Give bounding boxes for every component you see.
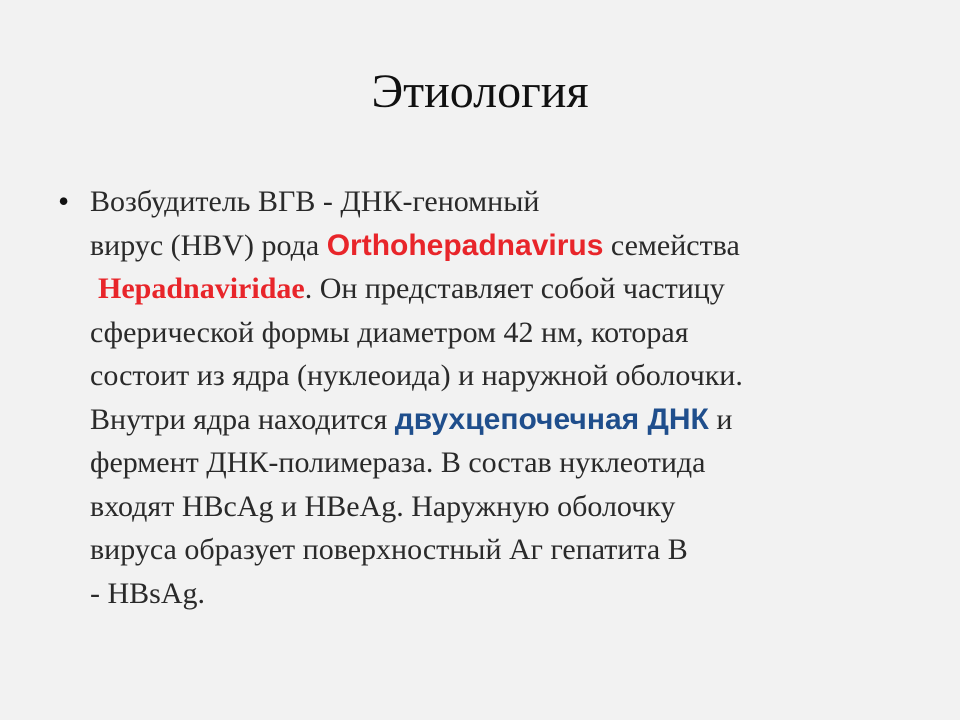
text-line-1 [90, 180, 918, 224]
text-line-5 [90, 354, 918, 398]
text-line-6-start: Внутри ядра находится [90, 402, 395, 436]
text-line-1-content: Возбудитель ВГВ - ДНК-геномный [90, 185, 540, 218]
text-line-6-end: и [708, 402, 733, 436]
text-line-7-content: фермент ДНК-полимераза. В состав нуклеотида [90, 446, 706, 479]
text-line-2-start: вирус (HBV) рода [90, 228, 327, 262]
text-line-3-end: . Он представляет собой частицу [304, 272, 725, 305]
text-line-5-content: состоит из ядра (нуклеоида) и наружной оболочки. [90, 359, 743, 392]
bullet-list [58, 180, 918, 615]
text-line-9 [90, 528, 918, 572]
text-line-4 [90, 311, 918, 355]
bullet-item [58, 180, 918, 615]
dna-highlight: двухцепочечная ДНК [394, 402, 709, 436]
text-line-8-content: входят HBcAg и HBeAg. Наружную оболочку [90, 489, 676, 523]
text-line-2-end: семейства [603, 228, 740, 262]
genus-name: Orthohepadnavirus [326, 228, 604, 262]
text-line-4-content: сферической формы диаметром 42 нм, которая [90, 315, 689, 349]
text-line-10 [90, 572, 918, 616]
text-line-2 [90, 224, 918, 268]
text-line-9-content: вируса образует поверхностный Аг гепатита В [90, 533, 688, 566]
bullet-icon: • [58, 183, 70, 219]
family-name: Hepadnaviridae [98, 272, 305, 305]
text-line-10-content: - HBsAg. [90, 576, 206, 610]
text-line-6 [90, 398, 918, 442]
text-line-7 [90, 441, 918, 485]
slide-title: Этиология [371, 65, 589, 118]
text-line-3 [90, 267, 918, 311]
text-line-8 [90, 485, 918, 529]
